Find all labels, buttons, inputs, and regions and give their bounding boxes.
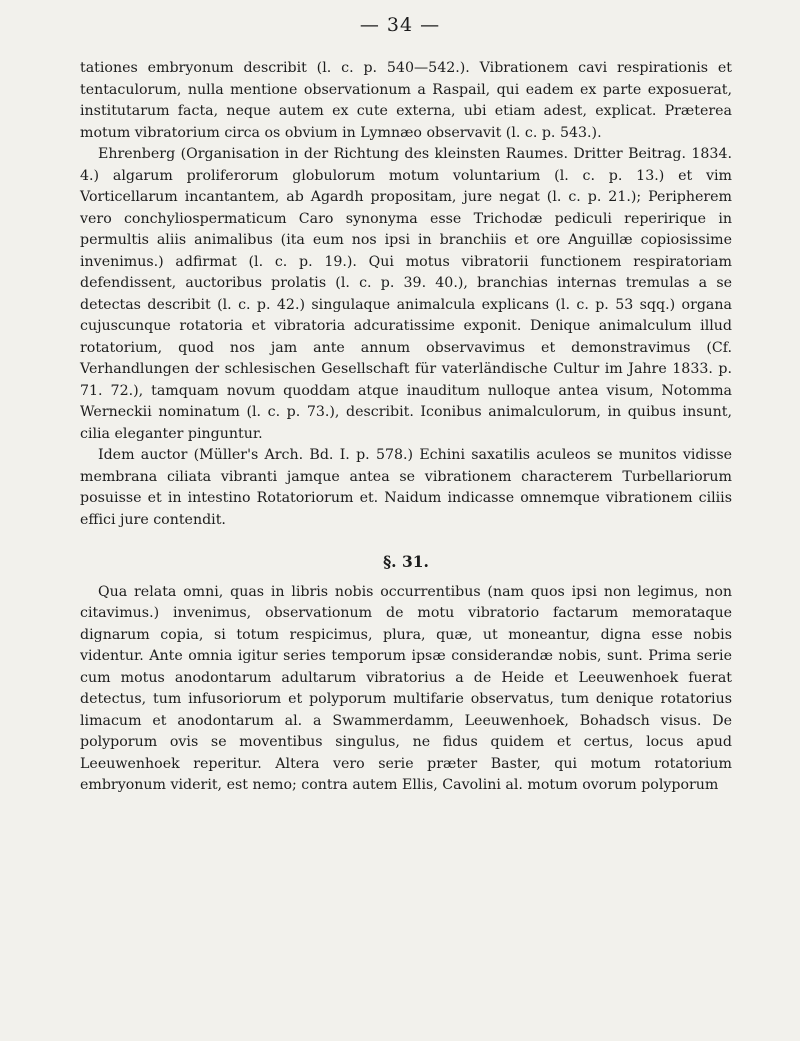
section-heading: §. 31. — [383, 552, 429, 571]
page-number: — 34 — — [359, 14, 441, 36]
paragraph-2: Ehrenberg (Organisation in der Richtung des kleinsten Raumes. Dritter Beitrag. 1834. 4.) algarum proliferorum globulorum motum voluntarium (l. c. p. 13.) et vim Vorticellarum incantantem, ab Agardh propositam, jure negat (l. c. p. 21.); Peripherem vero conchyliospermaticum Caro synonyma esse Trichodæ pediculi reperirique in permultis aliis animalibus (ita eum nos ipsi in branchiis et ore Anguillæ copiosissime invenimus.) adfirmat (l. c. p. 19.). Qui motus vibratorii functionem respiratoriam defendissent, auctoribus prolatis (l. c. p. 39. 40.), branchias internas tremulas a se detectas describit (l. c. p. 42.) singulaque animalcula explicans (l. c. p. 53 sqq.) organa cujuscunque rotatoria et vibratoria adcuratissime exponit. Denique animalculum illud rotatorium, quod nos jam ante annum observavimus et demonstravimus (Cf. Verhandlungen der schlesischen Gesellschaft für vaterländische Cultur im Jahre 1833. p. 71. 72.), tamquam novum quoddam atque inauditum nulloque antea visum, Notomma Werneckii nominatum (l. c. p. 73.), describit. Iconibus animalculorum, in quibus insunt, cilia eleganter pinguntur. — [80, 146, 732, 442]
paragraph-3: Idem auctor (Müller's Arch. Bd. I. p. 578.) Echini saxatilis aculeos se munitos vidisse membrana ciliata vibranti jamque antea se vibrationem characterem Turbellariorum posuisse et in intestino Rotatoriorum et. Naidum indicasse omnemque vibrationem ciliis effici jure contendit. — [80, 447, 732, 528]
paragraph-1: tationes embryonum describit (l. c. p. 540—542.). Vibrationem cavi respirationis et tentaculorum, nulla mentione observationum a Raspail, qui eadem ex parte exposuerat, institutarum facta, neque autem ex cute externa, ubi etiam adest, explicat. Præterea motum vibratorium circa os obvium in Lymnæo observavit (l. c. p. 543.). — [80, 60, 732, 141]
paragraph-4: Qua relata omni, quas in libris nobis occurrentibus (nam quos ipsi non legimus, non citavimus.) invenimus, observationum de motu vibratorio factarum memorataque dignarum copia, si totum respicimus, plura, quæ, ut moneantur, digna esse nobis videntur. Ante omnia igitur series temporum ipsæ considerandæ nobis, sunt. Prima serie cum motus anodontarum adultarum vibratorius a de Heide et Leeuwenhoek fuerat detectus, tum infusoriorum et polyporum multifarie observatus, tum denique rotatorius limacum et anodontarum al. a Swammerdamm, Leeuwenhoek, Bohadsch visus. De polyporum ovis se moventibus singulus, ne fidus quidem et certus, locus apud Leeuwenhoek reperitur. Altera vero serie præter Baster, qui motum rotatorium embryonum viderit, est nemo; contra autem Ellis, Cavolini al. motum ovorum polyporum — [80, 583, 732, 793]
body-text — [80, 58, 732, 797]
